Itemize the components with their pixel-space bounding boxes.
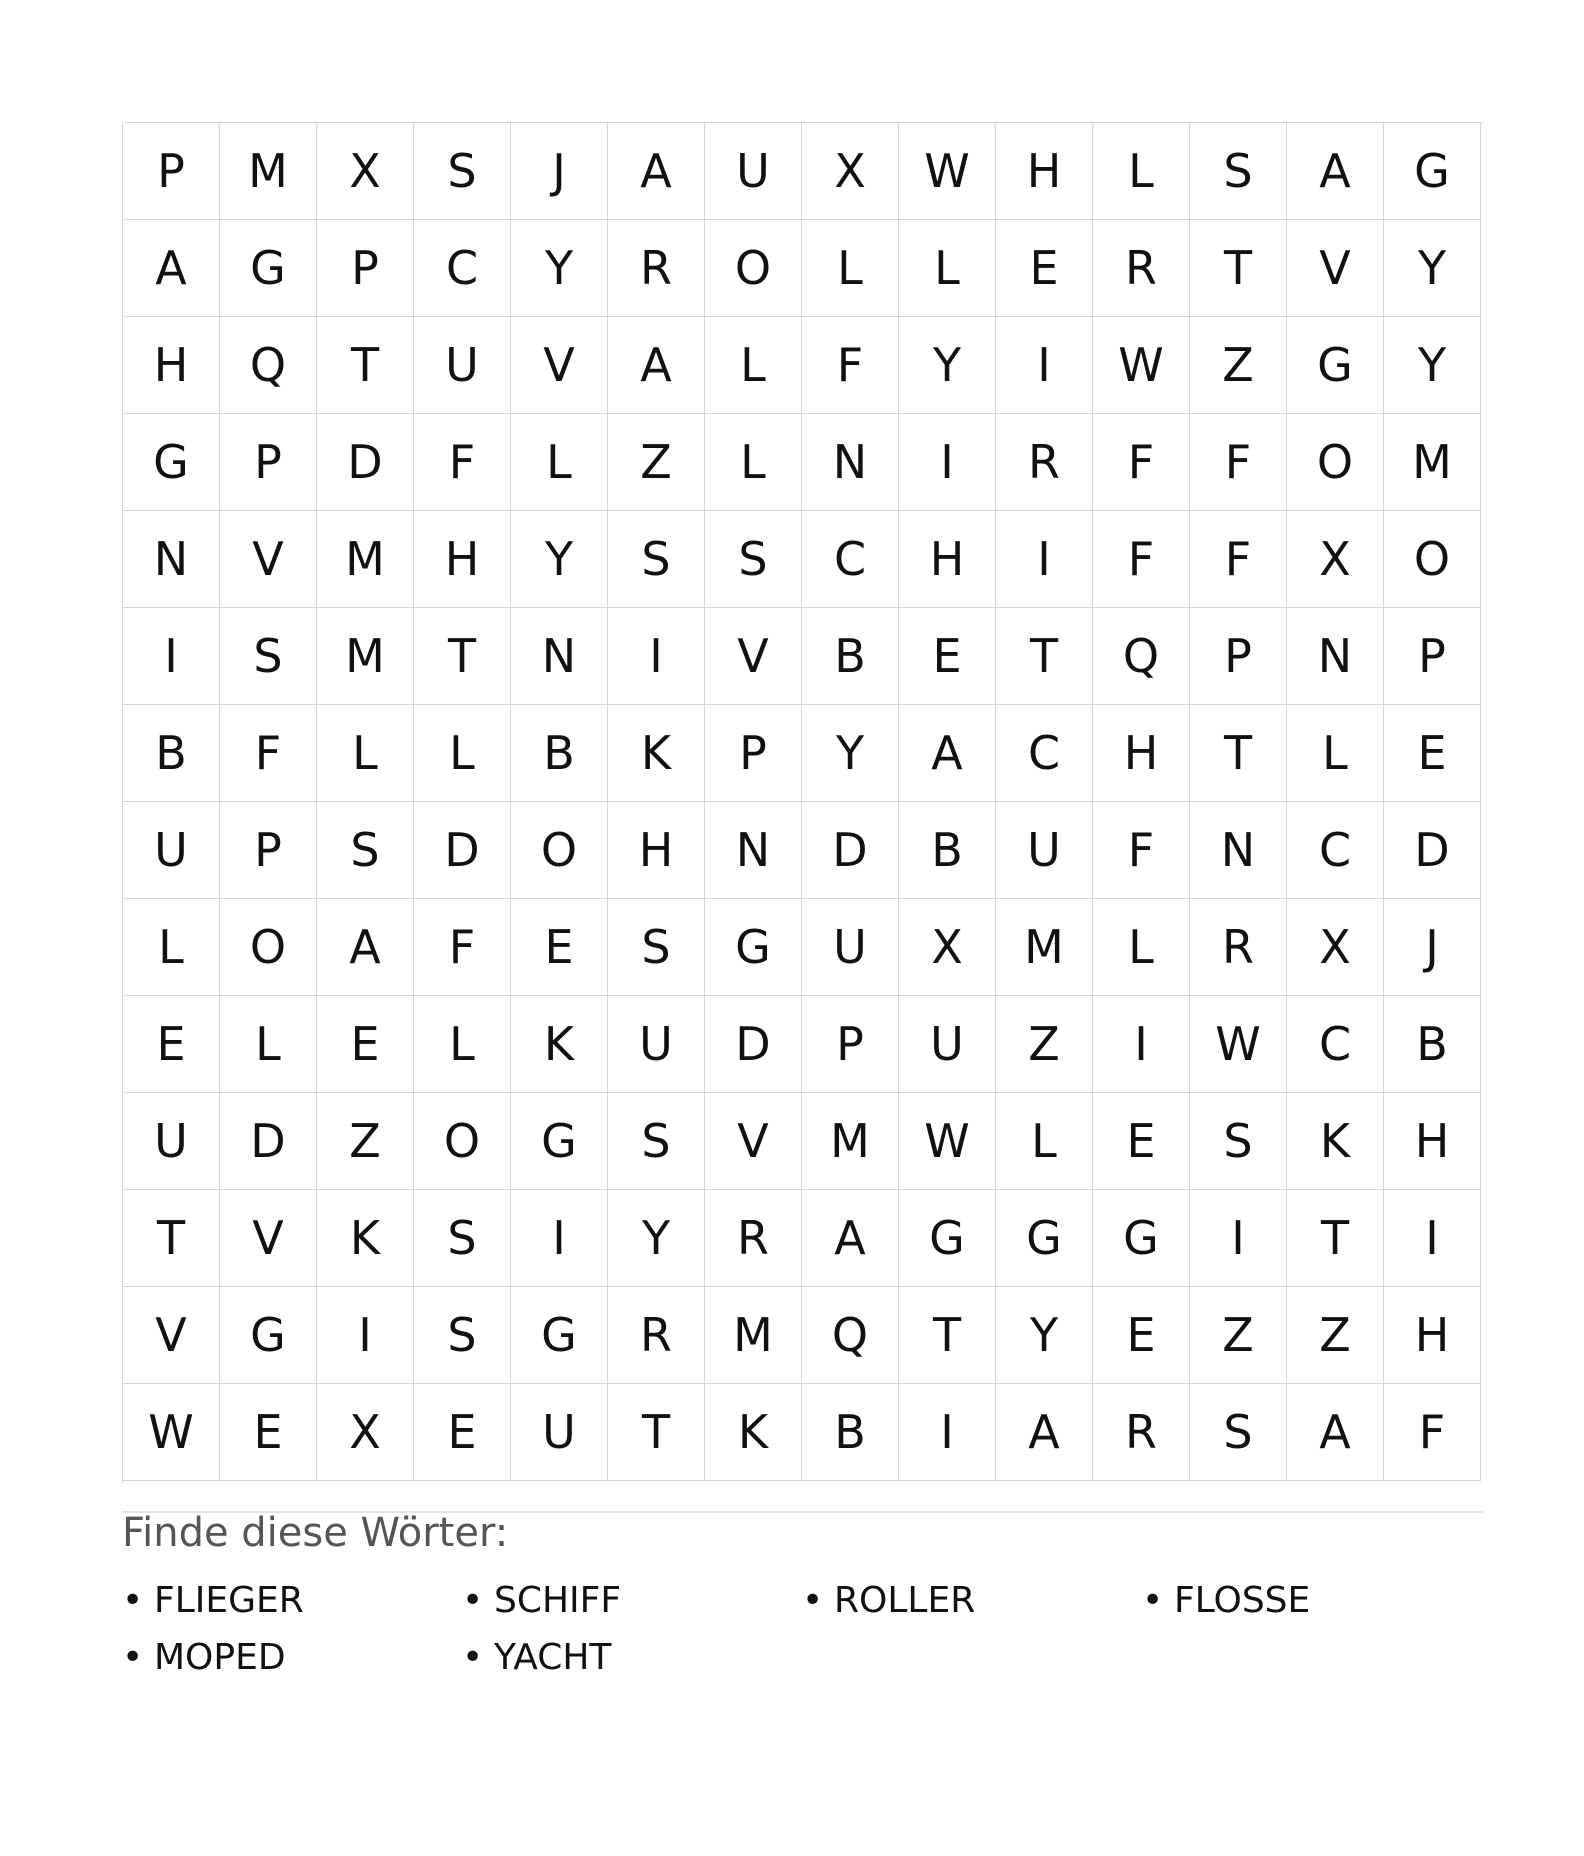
grid-cell[interactable]: O xyxy=(1287,414,1384,511)
word-list-item xyxy=(1142,1572,1482,1629)
grid-cell[interactable]: H xyxy=(996,123,1093,220)
grid-cell[interactable]: G xyxy=(899,1190,996,1287)
grid-cell[interactable]: B xyxy=(511,705,608,802)
grid-cell[interactable]: I xyxy=(1093,996,1190,1093)
grid-cell[interactable]: H xyxy=(123,317,220,414)
word-list-item xyxy=(122,1572,462,1629)
grid-cell[interactable]: V xyxy=(511,317,608,414)
grid-cell[interactable]: M xyxy=(220,123,317,220)
grid-cell[interactable]: D xyxy=(802,802,899,899)
grid-cell[interactable]: D xyxy=(414,802,511,899)
grid-cell[interactable]: I xyxy=(123,608,220,705)
grid-cell[interactable]: L xyxy=(317,705,414,802)
grid-cell[interactable]: A xyxy=(899,705,996,802)
grid-cell[interactable]: X xyxy=(1287,511,1384,608)
grid-cell[interactable]: K xyxy=(705,1384,802,1481)
grid-cell[interactable]: N xyxy=(511,608,608,705)
grid-cell[interactable]: S xyxy=(414,123,511,220)
grid-cell[interactable]: L xyxy=(1287,705,1384,802)
grid-cell[interactable]: E xyxy=(123,996,220,1093)
grid-cell[interactable]: F xyxy=(802,317,899,414)
grid-cell[interactable]: M xyxy=(996,899,1093,996)
grid-cell[interactable]: D xyxy=(317,414,414,511)
grid-cell[interactable]: V xyxy=(1287,220,1384,317)
grid-cell[interactable]: X xyxy=(317,123,414,220)
grid-cell[interactable]: Z xyxy=(608,414,705,511)
grid-cell[interactable]: F xyxy=(414,899,511,996)
grid-cell[interactable]: X xyxy=(899,899,996,996)
grid-cell[interactable]: Z xyxy=(1287,1287,1384,1384)
grid-cell[interactable]: Y xyxy=(1384,317,1481,414)
grid-cell[interactable]: L xyxy=(414,996,511,1093)
grid-cell[interactable]: L xyxy=(899,220,996,317)
grid-cell[interactable]: E xyxy=(414,1384,511,1481)
grid-cell[interactable]: U xyxy=(608,996,705,1093)
grid-cell[interactable]: M xyxy=(802,1093,899,1190)
grid-cell[interactable]: P xyxy=(1384,608,1481,705)
grid-cell[interactable]: Q xyxy=(220,317,317,414)
grid-cell[interactable]: H xyxy=(1384,1093,1481,1190)
grid-cell[interactable]: E xyxy=(899,608,996,705)
grid-cell[interactable]: F xyxy=(1190,511,1287,608)
grid-cell[interactable]: P xyxy=(123,123,220,220)
grid-cell[interactable]: G xyxy=(511,1093,608,1190)
grid-cell[interactable]: D xyxy=(220,1093,317,1190)
grid-cell[interactable]: M xyxy=(317,511,414,608)
grid-cell[interactable]: M xyxy=(1384,414,1481,511)
grid-cell[interactable]: B xyxy=(802,608,899,705)
grid-cell[interactable]: B xyxy=(802,1384,899,1481)
grid-cell[interactable]: G xyxy=(220,1287,317,1384)
grid-cell[interactable]: A xyxy=(1287,123,1384,220)
grid-cell[interactable]: G xyxy=(1093,1190,1190,1287)
grid-cell[interactable]: A xyxy=(608,317,705,414)
grid-cell[interactable]: O xyxy=(1384,511,1481,608)
grid-cell[interactable]: T xyxy=(123,1190,220,1287)
grid-cell[interactable]: R xyxy=(608,220,705,317)
word-search-grid xyxy=(122,122,1483,1483)
grid-cell[interactable]: Z xyxy=(1190,317,1287,414)
grid-cell[interactable]: Y xyxy=(608,1190,705,1287)
word-list-heading: Finde diese Wörter: xyxy=(122,1510,509,1556)
grid-cell[interactable]: S xyxy=(414,1287,511,1384)
grid-cell[interactable]: Q xyxy=(802,1287,899,1384)
grid-cell[interactable]: Y xyxy=(899,317,996,414)
grid-cell[interactable]: E xyxy=(220,1384,317,1481)
grid-cell[interactable]: N xyxy=(1190,802,1287,899)
grid-cell[interactable]: A xyxy=(123,220,220,317)
grid-cell[interactable]: L xyxy=(705,317,802,414)
grid-cell[interactable]: C xyxy=(414,220,511,317)
word-list-item xyxy=(462,1572,802,1629)
word-label: FLOSSE xyxy=(1174,1580,1311,1621)
grid-cell[interactable]: V xyxy=(705,1093,802,1190)
grid-cell[interactable]: S xyxy=(608,511,705,608)
grid-cell[interactable]: W xyxy=(899,1093,996,1190)
grid-cell[interactable]: A xyxy=(608,123,705,220)
grid-cell[interactable]: O xyxy=(511,802,608,899)
grid-cell[interactable]: S xyxy=(414,1190,511,1287)
bullet-icon: • xyxy=(1142,1580,1164,1621)
grid-cell[interactable]: Z xyxy=(996,996,1093,1093)
grid-cell[interactable]: H xyxy=(414,511,511,608)
grid-cell[interactable]: G xyxy=(220,220,317,317)
grid-cell[interactable]: D xyxy=(705,996,802,1093)
bullet-icon: • xyxy=(122,1580,144,1621)
word-label: SCHIFF xyxy=(494,1580,622,1621)
grid-cell[interactable]: N xyxy=(802,414,899,511)
grid-cell[interactable]: O xyxy=(414,1093,511,1190)
grid-cell[interactable]: X xyxy=(317,1384,414,1481)
grid-cell[interactable]: C xyxy=(996,705,1093,802)
grid-cell[interactable]: E xyxy=(1384,705,1481,802)
grid-cell[interactable]: U xyxy=(123,802,220,899)
grid-cell[interactable]: F xyxy=(1093,414,1190,511)
grid-cell[interactable]: S xyxy=(705,511,802,608)
grid-cell[interactable]: F xyxy=(1093,802,1190,899)
word-label: ROLLER xyxy=(834,1580,976,1621)
grid-cell[interactable]: S xyxy=(608,899,705,996)
grid-cell[interactable]: I xyxy=(317,1287,414,1384)
grid-cell[interactable]: V xyxy=(123,1287,220,1384)
grid-cell[interactable]: Z xyxy=(1190,1287,1287,1384)
grid-cell[interactable]: U xyxy=(511,1384,608,1481)
word-list xyxy=(122,1572,1483,1686)
word-list-item xyxy=(122,1629,462,1686)
grid-cell[interactable]: C xyxy=(1287,996,1384,1093)
grid-cell[interactable]: A xyxy=(1287,1384,1384,1481)
grid-cell[interactable]: L xyxy=(220,996,317,1093)
grid-cell[interactable]: L xyxy=(123,899,220,996)
grid-cell[interactable]: I xyxy=(996,317,1093,414)
grid-cell[interactable]: Y xyxy=(802,705,899,802)
grid-cell[interactable]: I xyxy=(899,1384,996,1481)
grid-cell[interactable]: I xyxy=(996,511,1093,608)
grid-cell[interactable]: E xyxy=(996,220,1093,317)
grid-cell[interactable]: F xyxy=(414,414,511,511)
grid-cell[interactable]: Q xyxy=(1093,608,1190,705)
grid-cell[interactable]: H xyxy=(1093,705,1190,802)
grid-cell[interactable]: O xyxy=(705,220,802,317)
word-label: YACHT xyxy=(494,1637,612,1678)
grid-cell[interactable]: N xyxy=(123,511,220,608)
grid-cell[interactable]: O xyxy=(220,899,317,996)
grid-cell[interactable]: L xyxy=(802,220,899,317)
grid-cell[interactable]: S xyxy=(1190,123,1287,220)
grid-cell[interactable]: J xyxy=(511,123,608,220)
grid-cell[interactable]: P xyxy=(220,414,317,511)
grid-cell[interactable]: N xyxy=(1287,608,1384,705)
grid-cell[interactable]: D xyxy=(1384,802,1481,899)
grid-cell[interactable]: G xyxy=(705,899,802,996)
grid-cell[interactable]: T xyxy=(1190,220,1287,317)
grid-cell[interactable]: T xyxy=(414,608,511,705)
grid-cell[interactable]: U xyxy=(802,899,899,996)
grid-cell[interactable]: L xyxy=(414,705,511,802)
grid-cell[interactable]: S xyxy=(1190,1093,1287,1190)
grid-cell[interactable]: L xyxy=(1093,899,1190,996)
grid-cell[interactable]: P xyxy=(705,705,802,802)
grid-cell[interactable]: B xyxy=(899,802,996,899)
grid-cell[interactable]: E xyxy=(317,996,414,1093)
grid-cell[interactable]: I xyxy=(899,414,996,511)
grid-cell[interactable]: I xyxy=(1384,1190,1481,1287)
grid-cell[interactable]: K xyxy=(511,996,608,1093)
grid-cell[interactable]: W xyxy=(1190,996,1287,1093)
grid-cell[interactable]: X xyxy=(802,123,899,220)
grid-cell[interactable]: H xyxy=(1384,1287,1481,1384)
word-list-item xyxy=(462,1629,802,1686)
grid-cell[interactable]: W xyxy=(899,123,996,220)
grid-cell[interactable]: T xyxy=(1287,1190,1384,1287)
grid-cell[interactable]: G xyxy=(1384,123,1481,220)
grid-cell[interactable]: L xyxy=(705,414,802,511)
grid-cell[interactable]: P xyxy=(220,802,317,899)
grid-cell[interactable]: J xyxy=(1384,899,1481,996)
grid-cell[interactable]: R xyxy=(705,1190,802,1287)
grid-cell[interactable]: V xyxy=(220,1190,317,1287)
grid-cell[interactable]: S xyxy=(1190,1384,1287,1481)
grid-cell[interactable]: P xyxy=(317,220,414,317)
grid-cell[interactable]: Y xyxy=(511,511,608,608)
grid-cell[interactable]: Y xyxy=(996,1287,1093,1384)
grid-cell[interactable]: I xyxy=(1190,1190,1287,1287)
grid-cell[interactable]: U xyxy=(123,1093,220,1190)
grid-cell[interactable]: H xyxy=(608,802,705,899)
grid-cell[interactable]: V xyxy=(705,608,802,705)
grid-cell[interactable]: L xyxy=(1093,123,1190,220)
grid-cell[interactable]: G xyxy=(123,414,220,511)
grid-cell[interactable]: T xyxy=(608,1384,705,1481)
grid-cell[interactable]: L xyxy=(511,414,608,511)
bullet-icon: • xyxy=(122,1637,144,1678)
bullet-icon: • xyxy=(462,1580,484,1621)
grid-cell[interactable]: I xyxy=(511,1190,608,1287)
grid-cell[interactable]: C xyxy=(1287,802,1384,899)
grid-cell[interactable]: X xyxy=(1287,899,1384,996)
grid-cell[interactable]: R xyxy=(996,414,1093,511)
grid-cell[interactable]: R xyxy=(1093,220,1190,317)
grid-cell[interactable]: A xyxy=(317,899,414,996)
grid-cell[interactable]: K xyxy=(608,705,705,802)
grid-cell[interactable]: R xyxy=(608,1287,705,1384)
grid-cell[interactable]: U xyxy=(414,317,511,414)
grid-cell[interactable]: U xyxy=(899,996,996,1093)
grid-cell[interactable]: L xyxy=(996,1093,1093,1190)
grid-cell[interactable]: N xyxy=(705,802,802,899)
grid-cell[interactable]: I xyxy=(608,608,705,705)
bullet-icon: • xyxy=(462,1637,484,1678)
grid-cell[interactable]: B xyxy=(123,705,220,802)
grid-cell[interactable]: M xyxy=(317,608,414,705)
grid-cell[interactable]: K xyxy=(317,1190,414,1287)
grid-cell[interactable]: F xyxy=(1093,511,1190,608)
grid-cell[interactable]: G xyxy=(996,1190,1093,1287)
grid-cell[interactable]: E xyxy=(1093,1287,1190,1384)
grid-cell[interactable]: F xyxy=(220,705,317,802)
grid-cell[interactable]: R xyxy=(1190,899,1287,996)
grid-cell[interactable]: T xyxy=(1190,705,1287,802)
grid-cell[interactable]: V xyxy=(220,511,317,608)
grid-cell[interactable]: E xyxy=(1093,1093,1190,1190)
grid-cell[interactable]: P xyxy=(802,996,899,1093)
grid-cell[interactable]: S xyxy=(220,608,317,705)
grid-cell[interactable]: F xyxy=(1384,1384,1481,1481)
grid-cell[interactable]: W xyxy=(123,1384,220,1481)
grid-cell[interactable]: F xyxy=(1190,414,1287,511)
grid-cell[interactable]: Z xyxy=(317,1093,414,1190)
grid-cell[interactable]: G xyxy=(1287,317,1384,414)
grid-cell[interactable]: C xyxy=(802,511,899,608)
word-label: FLIEGER xyxy=(154,1580,304,1621)
grid-cell[interactable]: B xyxy=(1384,996,1481,1093)
word-list-item xyxy=(802,1572,1142,1629)
grid-cell[interactable]: P xyxy=(1190,608,1287,705)
grid-cell[interactable]: S xyxy=(317,802,414,899)
grid-cell[interactable]: S xyxy=(608,1093,705,1190)
grid-cell[interactable]: T xyxy=(317,317,414,414)
grid-cell[interactable]: W xyxy=(1093,317,1190,414)
bullet-icon: • xyxy=(802,1580,824,1621)
grid-cell[interactable]: A xyxy=(996,1384,1093,1481)
grid-cell[interactable]: H xyxy=(899,511,996,608)
grid-cell[interactable]: G xyxy=(511,1287,608,1384)
grid-cell[interactable]: T xyxy=(996,608,1093,705)
grid-cell[interactable]: U xyxy=(996,802,1093,899)
grid-cell[interactable]: U xyxy=(705,123,802,220)
grid-cell[interactable]: E xyxy=(511,899,608,996)
grid-cell[interactable]: Y xyxy=(1384,220,1481,317)
grid-cell[interactable]: A xyxy=(802,1190,899,1287)
grid-cell[interactable]: T xyxy=(899,1287,996,1384)
grid-cell[interactable]: Y xyxy=(511,220,608,317)
word-label: MOPED xyxy=(154,1637,286,1678)
grid-cell[interactable]: K xyxy=(1287,1093,1384,1190)
grid-cell[interactable]: R xyxy=(1093,1384,1190,1481)
grid-cell[interactable]: M xyxy=(705,1287,802,1384)
